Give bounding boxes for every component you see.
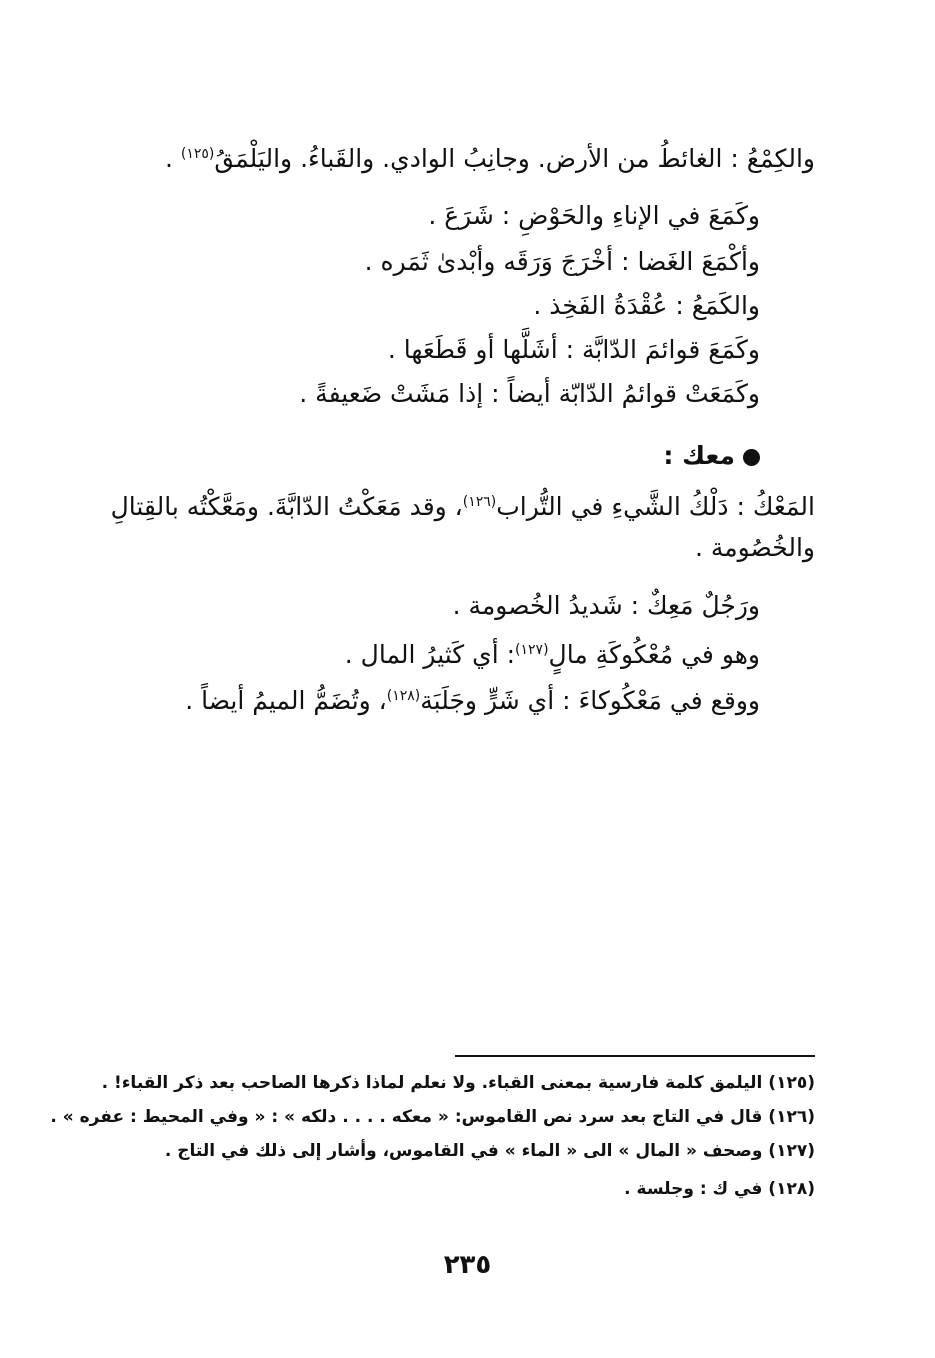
footnote-126: (١٢٦) قال في التاج بعد سرد نص القاموس: « معكه . . . . دلكه » : « وفي المحيط : عفره » . — [50, 1107, 815, 1127]
section-heading-maak — [663, 436, 760, 476]
footnote-ref-127: (١٢٧) — [515, 642, 549, 658]
entry-line-kamaat: وكَمَعَتْ قوائمُ الدّابّة أيضاً : إذا مَشَتْ ضَعيفةً . — [299, 379, 760, 408]
entry-line-mukuka — [345, 630, 760, 675]
bullet-icon — [743, 449, 760, 466]
entry-line-kamaa-fakhidh: والكَمَعُ : عُقْدَةُ الفَخِذ . — [533, 291, 760, 320]
entry-text: وهو في مُعْكُوكَةِ مالٍ — [548, 640, 760, 669]
entry-text: ووقع في مَعْكُوكاءَ : أي شَرٍّ وجَلَبَة — [420, 686, 760, 715]
entry-text: ، وقد مَعَكْتُ الدّابَّةَ. ومَعَّكْتُه بالقِتالِ — [110, 492, 463, 521]
footnote-divider — [455, 1055, 815, 1057]
footnote-127: (١٢٧) وصحف « المال » الى « الماء » في القاموس، وأشار إلى ذلك في التاج . — [164, 1141, 815, 1161]
footnote-ref-126: (١٢٦) — [462, 494, 497, 510]
footnote-ref-128: (١٢٨) — [386, 688, 421, 704]
entry-line-maak — [111, 482, 815, 527]
footnote-ref-125: (١٢٥) — [180, 146, 215, 162]
entry-line-kim — [165, 134, 815, 179]
entry-line-makukaa — [185, 676, 760, 721]
footnote-125: (١٢٥) اليلمق كلمة فارسية بمعنى القباء. ولا نعلم لماذا ذكرها الصاحب بعد ذكر القباء! . — [101, 1073, 815, 1093]
entry-tail: . — [164, 144, 181, 173]
entry-line-akmaa: وأكْمَعَ الغَضا : أخْرَجَ وَرَقَه وأبْدىٰ ثَمَره . — [364, 247, 760, 276]
footnote-128: (١٢٨) في ك : وجلسة . — [624, 1179, 815, 1199]
page-number: ٢٣٥ — [443, 1250, 492, 1280]
entry-line-kamaa-inaa: وكَمَعَ في الإناءِ والحَوْضِ : شَرَعَ . — [428, 201, 760, 230]
entry-text: : أي كَثيرُ المال . — [344, 640, 516, 669]
entry-line-kamaa-qawaim: وكَمَعَ قوائمَ الدّابَّة : أشَلَّها أو قَطَعَها . — [387, 335, 760, 364]
entry-text: والكِمْعُ : الغائطُ من الأرض. وجانِبُ الوادي. والقَباءُ. واليَلْمَقُ — [214, 144, 815, 173]
entry-line-khusuma: والخُصُومة . — [694, 533, 815, 562]
section-heading-text: معك : — [663, 441, 735, 470]
entry-text: المَعْكُ : دَلْكُ الشَّيءِ في التُّراب — [496, 492, 815, 521]
entry-text: ، وتُضَمُّ الميمُ أيضاً . — [185, 686, 387, 715]
entry-line-rajul: ورَجُلٌ مَعِكٌ : شَديدُ الخُصومة . — [452, 591, 760, 620]
